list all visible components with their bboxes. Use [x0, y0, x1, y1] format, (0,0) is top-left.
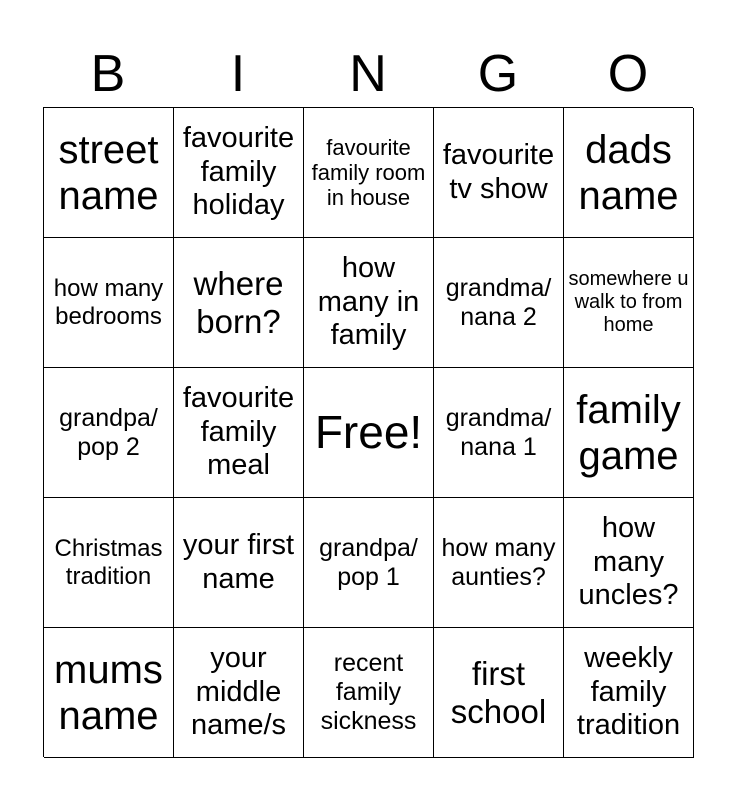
bingo-cell[interactable] — [44, 498, 174, 628]
cell-text: dads name — [578, 127, 679, 218]
cell-text: grandpa/ pop 2 — [59, 403, 158, 461]
header-letter-o: O — [607, 45, 649, 103]
bingo-cell[interactable] — [564, 108, 694, 238]
bingo-cell[interactable] — [44, 108, 174, 238]
bingo-cell[interactable] — [174, 368, 304, 498]
bingo-cell[interactable] — [434, 108, 564, 238]
bingo-cell[interactable] — [434, 368, 564, 498]
cell-text: where born? — [193, 264, 284, 340]
header-letter-b: B — [90, 45, 126, 103]
cell-text: favourite family holiday — [182, 122, 295, 222]
header-letter-n: N — [349, 45, 387, 103]
cell-text: Christmas tradition — [54, 534, 163, 590]
cell-text: street name — [58, 127, 159, 218]
cell-text: how many uncles? — [578, 512, 679, 612]
bingo-cell[interactable] — [174, 498, 304, 628]
cell-text: your middle name/s — [190, 642, 287, 742]
cell-text: family game — [576, 387, 681, 478]
bingo-cell[interactable] — [434, 628, 564, 758]
header-letter-i: I — [230, 45, 246, 103]
bingo-cell[interactable] — [304, 498, 434, 628]
cell-text: somewhere u walk to from home — [568, 268, 689, 336]
bingo-cell[interactable] — [304, 628, 434, 758]
cell-text: recent family sickness — [320, 649, 417, 735]
cell-text: weekly family tradition — [576, 642, 681, 742]
cell-text: grandma/ nana 1 — [445, 403, 552, 461]
bingo-cell[interactable] — [44, 628, 174, 758]
bingo-cell[interactable] — [304, 238, 434, 368]
bingo-cell[interactable] — [304, 108, 434, 238]
free-space-text: Free! — [314, 406, 423, 459]
cell-text: your first name — [182, 529, 295, 595]
bingo-cell[interactable] — [564, 628, 694, 758]
bingo-cell[interactable] — [174, 628, 304, 758]
bingo-cell[interactable] — [174, 108, 304, 238]
cell-text: favourite family room in house — [311, 134, 426, 211]
bingo-cell[interactable] — [564, 368, 694, 498]
bingo-cell[interactable] — [564, 498, 694, 628]
bingo-board — [43, 107, 693, 757]
cell-text: grandma/ nana 2 — [445, 273, 552, 331]
cell-text: mums name — [54, 647, 163, 738]
cell-text: grandpa/ pop 1 — [319, 533, 418, 591]
bingo-cell[interactable] — [564, 238, 694, 368]
free-space[interactable] — [304, 368, 434, 498]
bingo-cell[interactable] — [434, 238, 564, 368]
cell-text: how many bedrooms — [53, 274, 164, 330]
bingo-cell[interactable] — [44, 238, 174, 368]
header-letter-g: G — [477, 45, 519, 103]
cell-text: how many aunties? — [441, 533, 556, 591]
cell-text: first school — [450, 654, 547, 730]
cell-text: favourite family meal — [182, 382, 295, 482]
cell-text: how many in family — [317, 252, 420, 352]
bingo-cell[interactable] — [174, 238, 304, 368]
cell-text: favourite tv show — [442, 139, 555, 205]
bingo-cell[interactable] — [434, 498, 564, 628]
bingo-cell[interactable] — [44, 368, 174, 498]
bingo-header — [43, 40, 693, 108]
